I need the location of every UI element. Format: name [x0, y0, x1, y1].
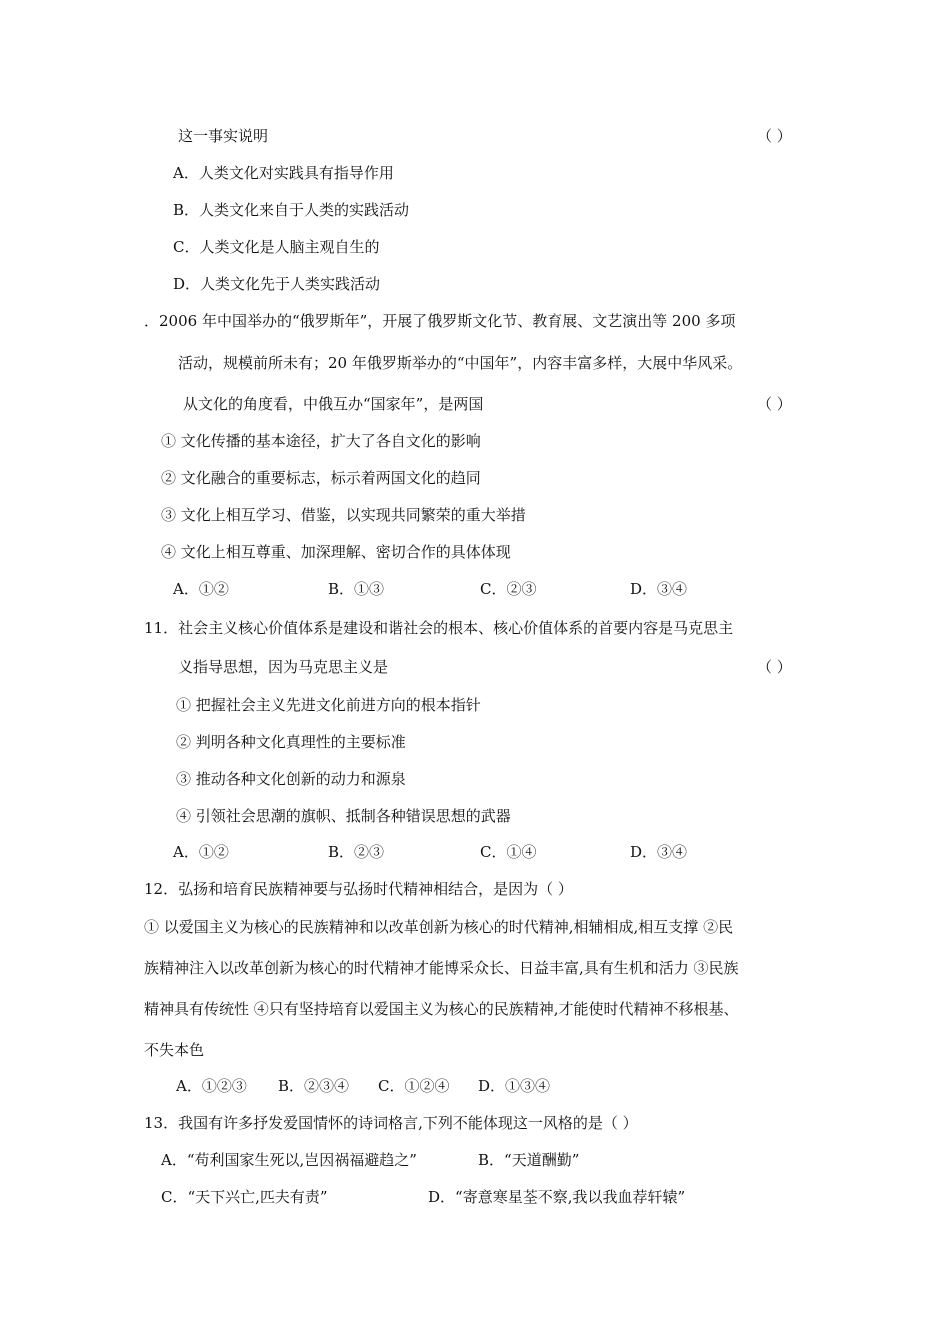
q10-choice-d: D．③④ — [630, 580, 688, 598]
q13-stem: 13．我国有许多抒发爱国情怀的诗词格言,下列不能体现这一风格的是（ ） — [144, 1114, 638, 1132]
q12-body-line2: 族精神注入以改革创新为核心的时代精神才能博采众长、日益丰富,具有生机和活力 ③民族 — [144, 959, 739, 977]
q13-choice-b: B．“天道酬勤” — [478, 1151, 580, 1169]
q12-choice-c: C．①②④ — [378, 1077, 450, 1095]
q13-choice-a: A．“苟利国家生死以,岂因祸福避趋之” — [161, 1151, 417, 1169]
q10-item-2: ② 文化融合的重要标志，标示着两国文化的趋同 — [161, 469, 481, 487]
q11-item-1: ① 把握社会主义先进文化前进方向的根本指针 — [176, 696, 481, 714]
q12-body-line1: ① 以爱国主义为核心的民族精神和以改革创新为核心的时代精神,相辅相成,相互支撑 ②民 — [144, 918, 734, 936]
q10-answer-paren: （ ） — [757, 395, 792, 413]
q9-answer-paren: （ ） — [757, 127, 792, 145]
q10-choice-a: A．①② — [173, 580, 229, 598]
q9-stem-tail: 这一事实说明 — [178, 127, 269, 145]
q10-stem-line2: 活动，规模前所未有；20 年俄罗斯举办的“中国年”，内容丰富多样，大展中华风采。 — [178, 354, 743, 372]
q9-option-b: B．人类文化来自于人类的实践活动 — [173, 201, 410, 219]
q9-option-a: A．人类文化对实践具有指导作用 — [173, 164, 394, 182]
q10-choice-c: C．②③ — [480, 580, 537, 598]
q12-body-line3: 精神具有传统性 ④只有坚持培育以爱国主义为核心的民族精神,才能使时代精神不移根基、 — [144, 1000, 739, 1018]
q13-choice-d: D．“寄意寒星荃不察,我以我血荐轩辕” — [428, 1188, 686, 1206]
q9-option-d: D．人类文化先于人类实践活动 — [173, 275, 381, 293]
q11-stem-line1: 11．社会主义核心价值体系是建设和谐社会的根本、核心价值体系的首要内容是马克思主 — [144, 619, 734, 637]
q10-item-3: ③ 文化上相互学习、借鉴，以实现共同繁荣的重大举措 — [161, 506, 526, 524]
q10-item-4: ④ 文化上相互尊重、加深理解、密切合作的具体体现 — [161, 543, 511, 561]
q12-choice-d: D．①③④ — [478, 1077, 551, 1095]
q11-item-4: ④ 引领社会思潮的旗帜、抵制各种错误思想的武器 — [176, 807, 511, 825]
q10-stem-line1: ．2006 年中国举办的“俄罗斯年”，开展了俄罗斯文化节、教育展、文艺演出等 200 多项 — [144, 312, 736, 330]
q11-choice-b: B．②③ — [328, 843, 385, 861]
q9-option-c: C．人类文化是人脑主观自生的 — [173, 238, 380, 256]
q10-choice-b: B．①③ — [328, 580, 385, 598]
q10-item-1: ① 文化传播的基本途径，扩大了各自文化的影响 — [161, 432, 481, 450]
q11-choice-a: A．①② — [173, 843, 229, 861]
q10-stem-line3: 从文化的角度看，中俄互办“国家年”，是两国 — [183, 395, 484, 413]
q11-item-2: ② 判明各种文化真理性的主要标准 — [176, 733, 406, 751]
q12-body-line4: 不失本色 — [144, 1041, 205, 1059]
q12-choice-b: B．②③④ — [278, 1077, 350, 1095]
q11-choice-d: D．③④ — [630, 843, 688, 861]
q13-choice-c: C．“天下兴亡,匹夫有责” — [161, 1188, 328, 1206]
q12-choice-a: A．①②③ — [176, 1077, 247, 1095]
q11-stem-line2: 义指导思想，因为马克思主义是 — [178, 658, 389, 676]
q12-stem: 12．弘扬和培育民族精神要与弘扬时代精神相结合，是因为（ ） — [144, 880, 573, 898]
q11-answer-paren: （ ） — [757, 658, 792, 676]
q11-item-3: ③ 推动各种文化创新的动力和源泉 — [176, 770, 406, 788]
q11-choice-c: C．①④ — [480, 843, 537, 861]
